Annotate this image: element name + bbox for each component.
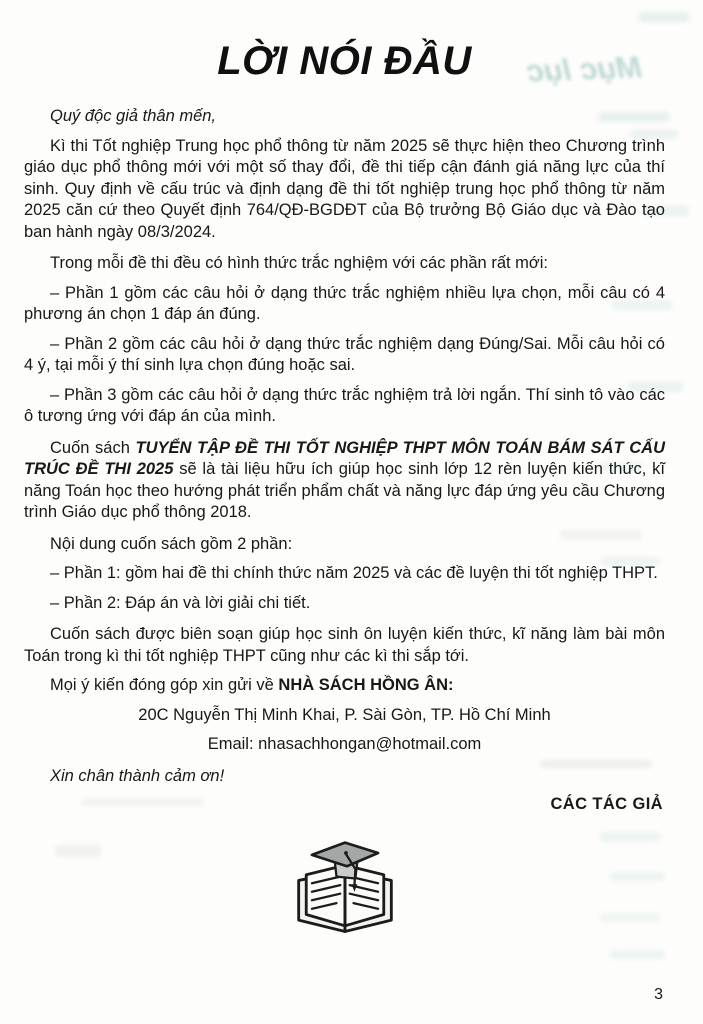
bullet-part-1: – Phần 1 gồm các câu hỏi ở dạng thức trắc nghiệm nhiều lựa chọn, mỗi câu có 4 phương án chọn 1 đáp án đúng. (24, 283, 665, 323)
list-part-1: – Phần 1: gồm hai đề thi chính thức năm 2025 và các đề luyện thi tốt nghiệp THPT. (50, 564, 658, 582)
book-title: TUYỂN TẬP ĐỀ THI TỐT NGHIỆP THPT MÔN TOÁN BÁM SÁT CẤU TRÚC ĐỀ THI 2025 (24, 438, 665, 478)
paragraph-book (24, 438, 665, 524)
page-number: 3 (654, 986, 663, 1003)
bullet-part-3: – Phần 3 gồm các câu hỏi ở dạng thức trắc nghiệm trả lời ngắn. Thí sinh tô vào các ô tương ứng với đáp án của mình. (24, 385, 665, 425)
greeting-line: Quý độc giả thân mến, (50, 107, 217, 125)
bullet-part-2: – Phần 2 gồm các câu hỏi ở dạng thức trắc nghiệm dạng Đúng/Sai. Mỗi câu hỏi có 4 ý, tại mỗi ý thí sinh lựa chọn đúng hoặc sai. (24, 334, 665, 374)
page-title: LỜI NÓI ĐẦU (217, 39, 472, 83)
paragraph-purpose: Cuốn sách được biên soạn giúp học sinh ôn luyện kiến thức, kĩ năng làm bài môn Toán trong kì thi tốt nghiệp THPT cũng như các kì thi sắp tới. (24, 625, 665, 665)
thanks-line: Xin chân thành cảm ơn! (50, 766, 225, 785)
book-para-suffix: sẽ là tài liệu hữu ích giúp học sinh lớp 12 rèn luyện kiến thức, kĩ năng Toán học theo hướng phát triển phẩm chất và năng lực đáp ứng yêu cầu Chương trình Giáo dục phổ thông 2018. (24, 460, 665, 521)
paragraph-intro: Kì thi Tốt nghiệp Trung học phổ thông từ năm 2025 sẽ thực hiện theo Chương trình giáo dục phổ thông mới với một số thay đổi, đề thi tiếp cận đánh giá năng lực của thí sinh. Quy định về cấu trúc và định dạng đề thi tốt nghiệp trung học phổ thông từ năm 2025 căn cứ theo Quyết định 764/QĐ-BGDĐT của Bộ trưởng Bộ Giáo dục và Đào tạo ban hành ngày 08/3/2024. (24, 136, 665, 241)
contact-prefix: Mọi ý kiến đóng góp xin gửi về (50, 676, 279, 694)
contact-line (24, 675, 665, 697)
bleedthrough-smudge (610, 950, 665, 959)
publisher-logo (290, 840, 400, 941)
paragraph-format: Trong mỗi đề thi đều có hình thức trắc nghiệm với các phần rất mới: (50, 254, 548, 272)
open-book-graduation-cap-icon (293, 840, 397, 936)
authors-signature: CÁC TÁC GIẢ (550, 795, 663, 813)
book-para-prefix: Cuốn sách (50, 438, 136, 457)
email-line: Email: nhasachhongan@hotmail.com (207, 735, 482, 753)
address-line: 20C Nguyễn Thị Minh Khai, P. Sài Gòn, TP. Hồ Chí Minh (138, 705, 551, 724)
paragraph-contents: Nội dung cuốn sách gồm 2 phần: (50, 534, 293, 553)
list-part-2: – Phần 2: Đáp án và lời giải chi tiết. (50, 593, 311, 612)
bleedthrough-toc-title: Mục lục (525, 49, 643, 89)
publisher-name: NHÀ SÁCH HỒNG ÂN: (278, 676, 454, 694)
